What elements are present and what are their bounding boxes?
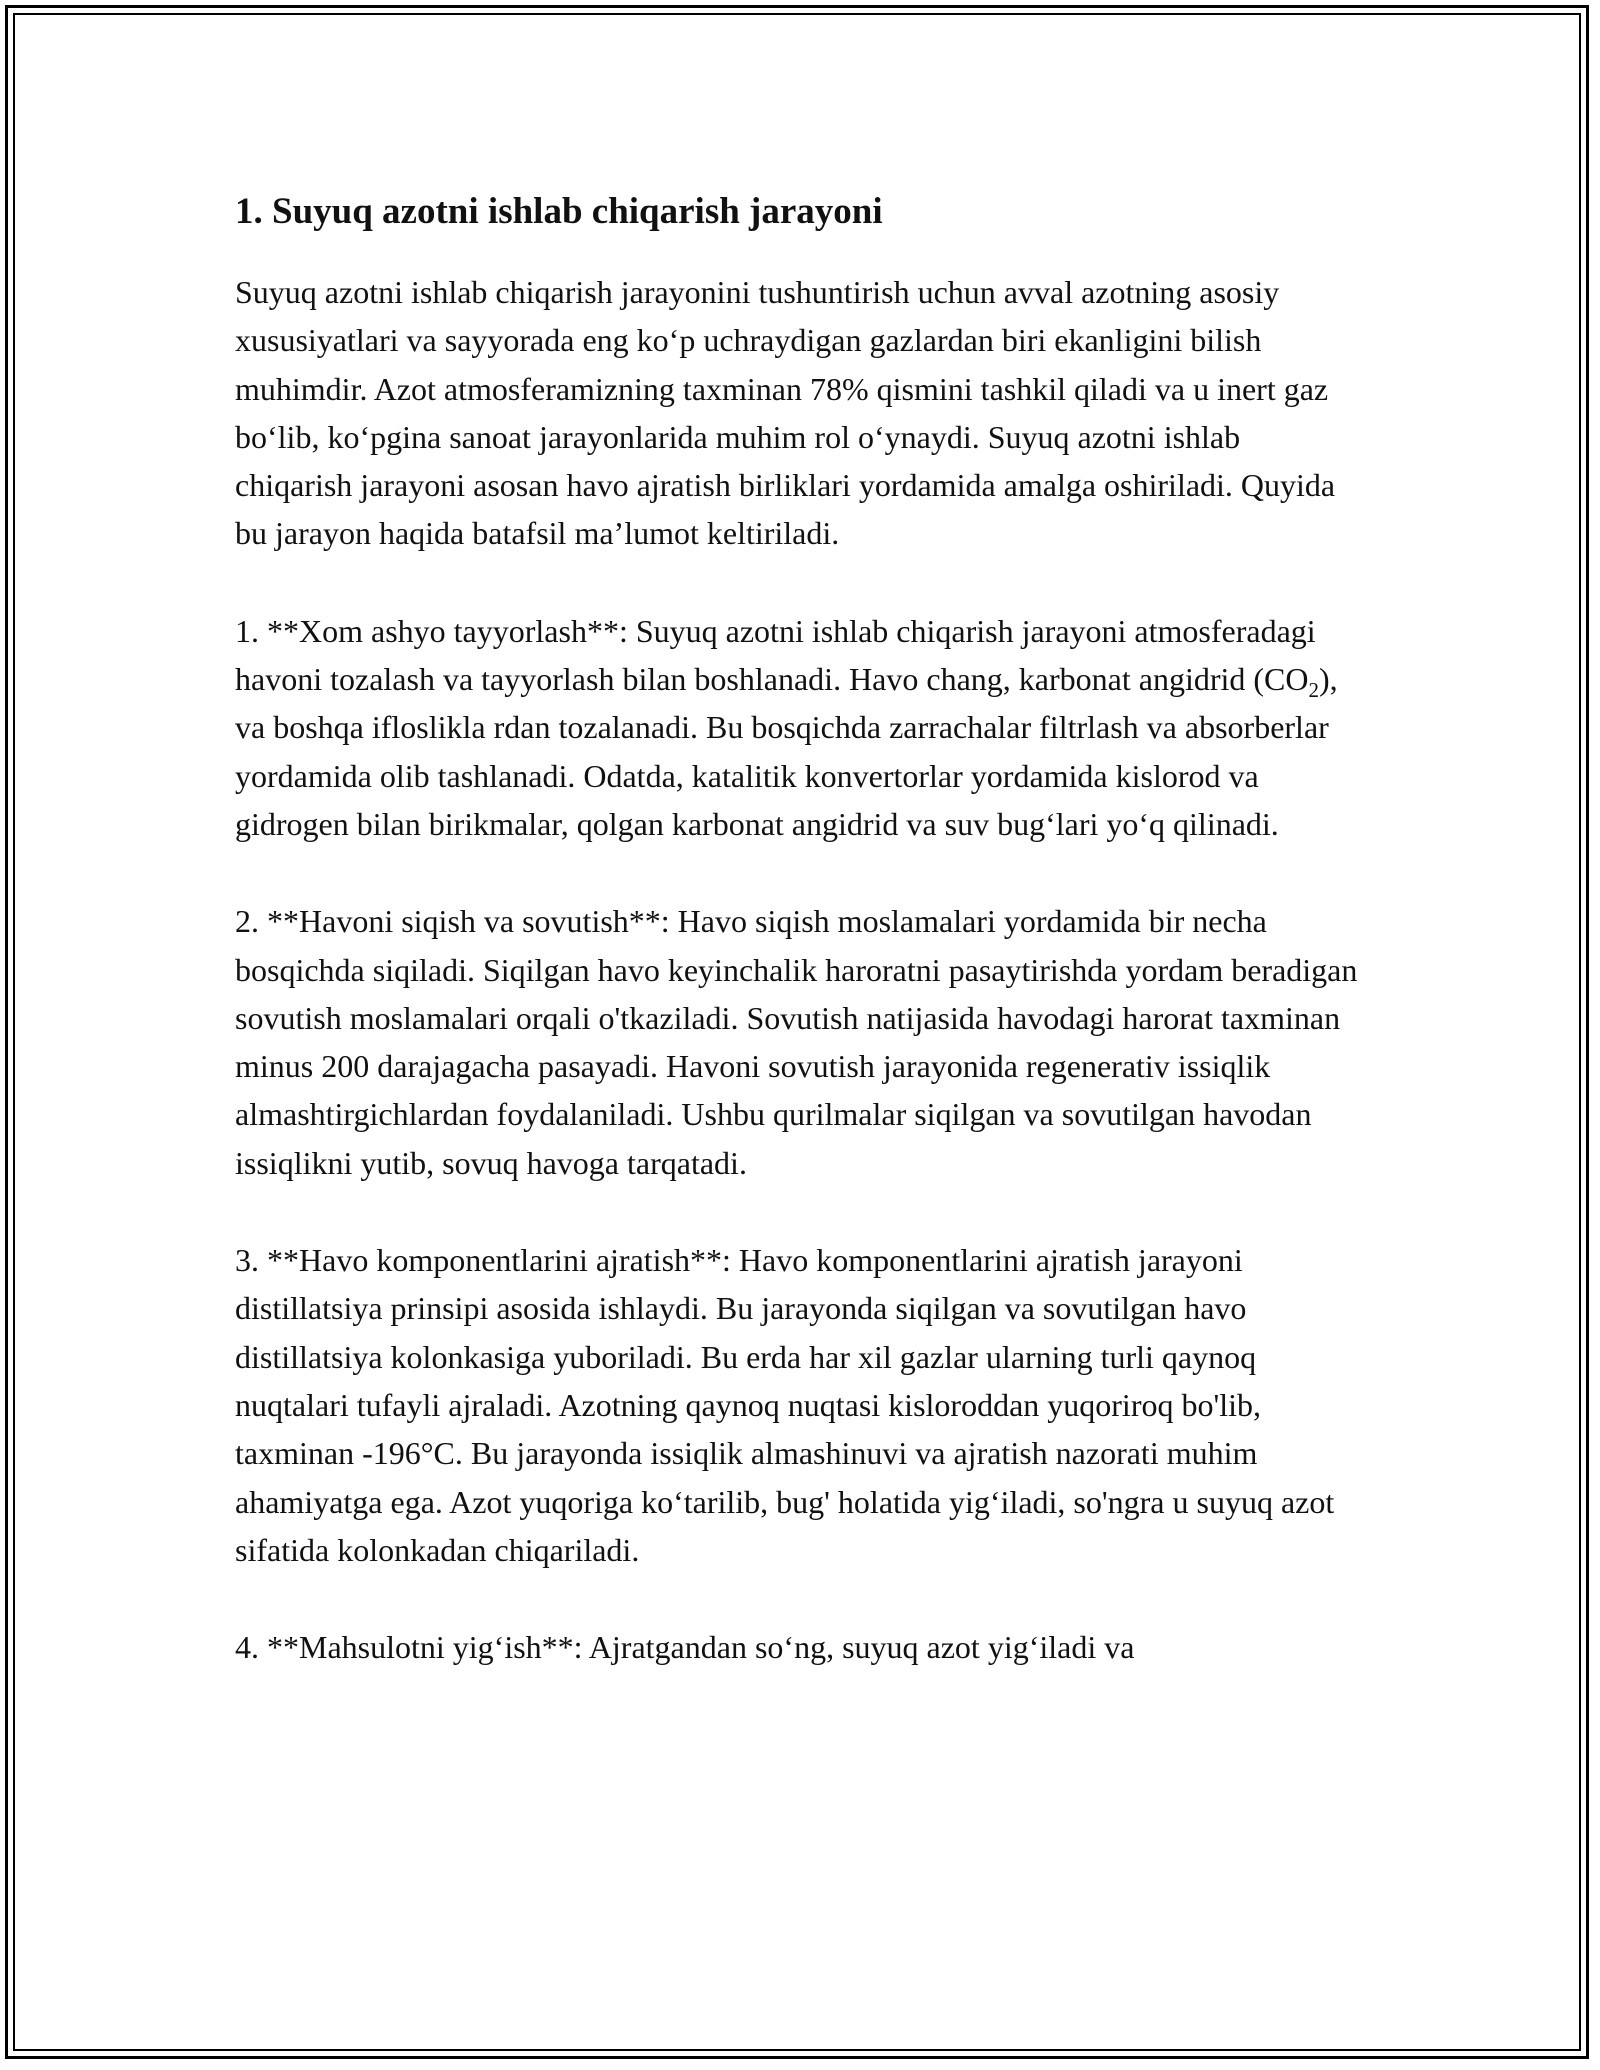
step-1-text-end: ), va boshqa ifloslikla rdan tozalanadi. Bu bosqichda zarrachalar filtrlash va absorberlar yordamida olib tashlanadi. Odatda, katalitik konvertorlar yordamida kislorod va gidrogen bilan birikmalar, qolgan karbonat angidrid va suv bug‘lari yo‘q qilinadi. (235, 661, 1338, 842)
step-4-paragraph: 4. **Mahsulotni yig‘ish**: Ajratgandan so‘ng, suyuq azot yig‘iladi va (235, 1629, 1135, 1666)
intro-paragraph: Suyuq azotni ishlab chiqarish jarayonini tushuntirish uchun avval azotning asosiy xususiyatlari va sayyorada eng ko‘p uchraydigan gazlardan biri ekanligini bilish muhimdir. Azot atmosferamizning taxminan 78% qismini tashkil qiladi va u inert gaz bo‘lib, ko‘pgina sanoat jarayonlarida muhim rol o‘ynaydi. Suyuq azotni ishlab chiqarish jarayoni asosan havo ajratish birliklari yordamida amalga oshiriladi. Quyida bu jarayon haqida batafsil ma’lumot keltiriladi. (235, 274, 1336, 552)
step-1-paragraph (235, 607, 1365, 848)
step-3-paragraph: 3. **Havo komponentlarini ajratish**: Havo komponentlarini ajratish jarayoni distillatsiya prinsipi asosida ishlaydi. Bu jarayonda siqilgan va sovutilgan havo distillatsiya kolonkasiga yuboriladi. Bu erda har xil gazlar ularning turli qaynoq nuqtalari tufayli ajraladi. Azotning qaynoq nuqtasi kisloroddan yuqoriroq bo'lib, taxminan -196°C. Bu jarayonda issiqlik almashinuvi va ajratish nazorati muhim ahamiyatga ega. Azot yuqoriga ko‘tarilib, bug' holatida yig‘iladi, so'ngra u suyuq azot sifatida kolonkadan chiqariladi. (235, 1242, 1335, 1568)
document-page (235, 186, 1365, 1671)
step-2-paragraph: 2. **Havoni siqish va sovutish**: Havo siqish moslamalari yordamida bir necha bosqichda siqiladi. Siqilgan havo keyinchalik haroratni pasaytirishda yordam beradigan sovutish moslamalari orqali o'tkaziladi. Sovutish natijasida havodagi harorat taxminan minus 200 darajagacha pasayadi. Havoni sovutish jarayonida regenerativ issiqlik almashtirgichlardan foydalaniladi. Ushbu qurilmalar siqilgan va sovutilgan havodan issiqlikni yutib, sovuq havoga tarqatadi. (235, 903, 1358, 1181)
co2-subscript: 2 (1308, 678, 1319, 703)
step-1-text-start: 1. **Xom ashyo tayyorlash**: Suyuq azotni ishlab chiqarish jarayoni atmosferadagi havoni tozalash va tayyorlash bilan boshlanadi. Havo chang, karbonat angidrid (CO (235, 612, 1316, 698)
section-heading: 1. Suyuq azotni ishlab chiqarish jarayoni (235, 191, 883, 232)
